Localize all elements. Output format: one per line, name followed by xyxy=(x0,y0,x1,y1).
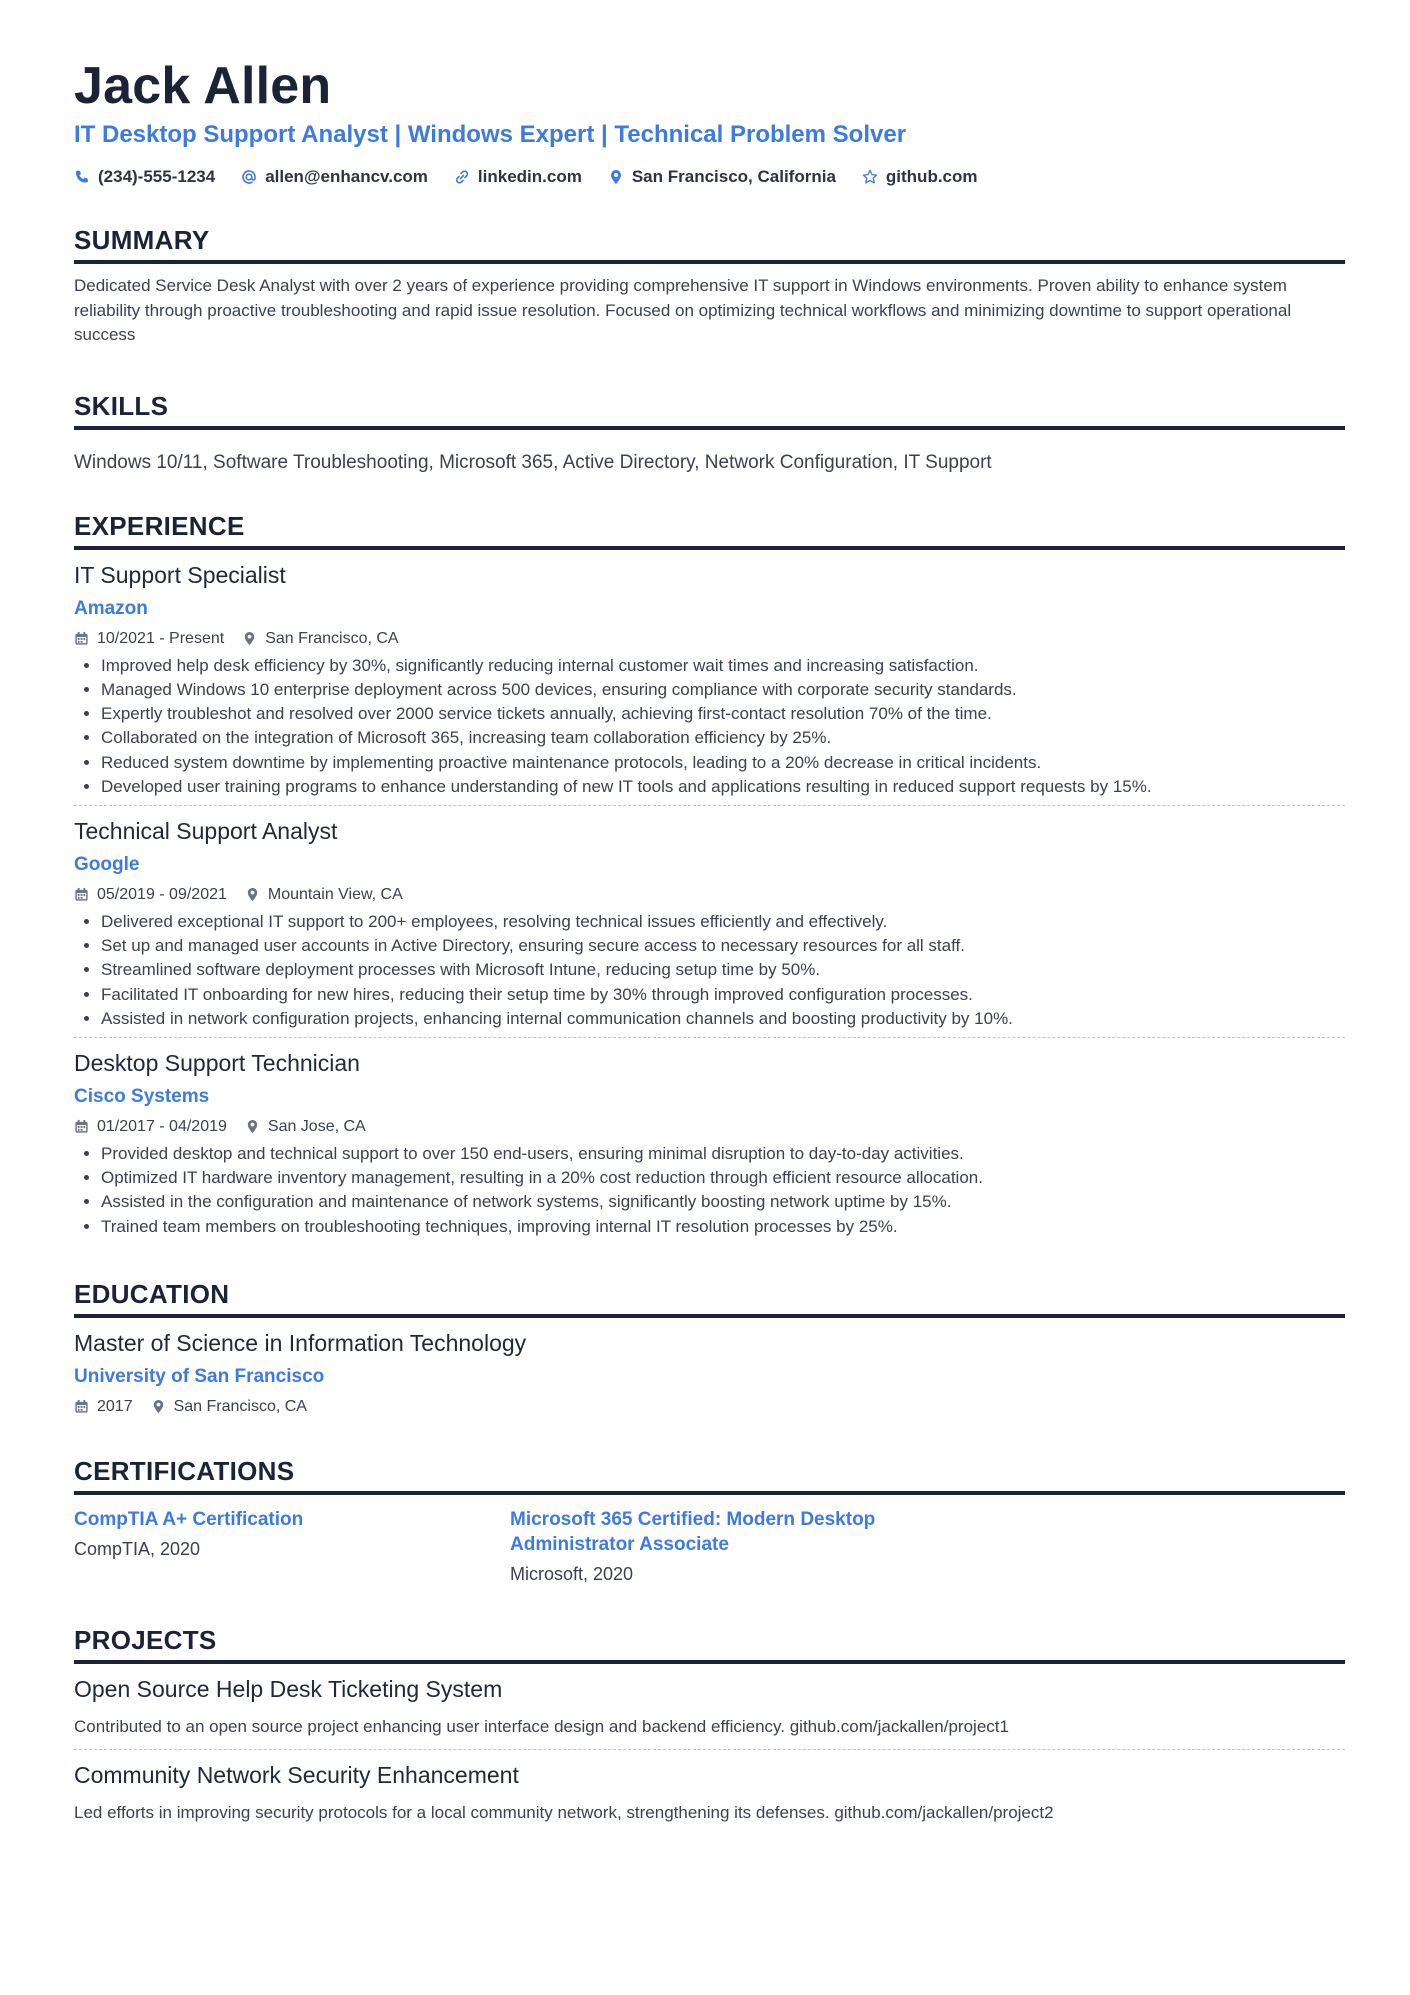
job-meta xyxy=(74,630,1345,648)
job-entry xyxy=(74,550,1345,799)
job-dates-text: 10/2021 - Present xyxy=(97,629,225,647)
section-title: EDUCATION xyxy=(74,1279,1345,1318)
list-item: • Improved help desk efficiency by 30%, significantly reducing internal customer wait times and increasing satisfaction. xyxy=(101,654,1345,678)
calendar-icon xyxy=(74,631,89,646)
list-item: • Facilitated IT onboarding for new hires, reducing their setup time by 30% through improved configuration processes. xyxy=(101,983,1345,1007)
section-title: EXPERIENCE xyxy=(74,511,1345,550)
certification-name: CompTIA A+ Certification xyxy=(74,1508,304,1530)
list-item: • Expertly troubleshot and resolved over 2000 service tickets annually, achieving first-contact resolution 70% of the time. xyxy=(101,702,1345,726)
job-title: Technical Support Analyst xyxy=(74,817,338,844)
section-title: SKILLS xyxy=(74,391,1345,430)
project-entry xyxy=(74,1749,1345,1823)
job-meta xyxy=(74,886,1345,904)
job-dates xyxy=(74,1118,227,1136)
location-pin-icon xyxy=(608,169,624,185)
job-location xyxy=(242,630,398,648)
project-title: Community Network Security Enhancement xyxy=(74,1761,519,1788)
link-icon xyxy=(454,169,470,185)
headline: IT Desktop Support Analyst | Windows Expert | Technical Problem Solver xyxy=(74,121,907,149)
contact-location-text: San Francisco, California xyxy=(631,167,836,187)
project-title: Open Source Help Desk Ticketing System xyxy=(74,1675,503,1702)
contact-github[interactable] xyxy=(862,167,978,187)
projects-section xyxy=(74,1625,1345,1823)
contact-email[interactable] xyxy=(241,167,428,187)
skills-text: Windows 10/11, Software Troubleshooting, Microsoft 365, Active Directory, Network Configuration, IT Support xyxy=(74,451,992,473)
job-company: Amazon xyxy=(74,597,148,619)
location-pin-icon xyxy=(242,631,257,646)
job-dates-text: 05/2019 - 09/2021 xyxy=(97,885,227,903)
education-year-text: 2017 xyxy=(97,1397,133,1415)
job-dates xyxy=(74,886,227,904)
contact-phone-text: (234)-555-1234 xyxy=(98,167,216,187)
job-entry xyxy=(74,805,1345,1031)
education-year xyxy=(74,1398,133,1416)
job-location-text: San Jose, CA xyxy=(267,1117,366,1135)
certification-name-line1: Microsoft 365 Certified: Modern Desktop xyxy=(510,1508,876,1530)
summary-section xyxy=(74,225,1345,348)
certification-issuer: CompTIA, 2020 xyxy=(74,1538,201,1559)
experience-section xyxy=(74,511,1345,1239)
candidate-name: Jack Allen xyxy=(74,57,332,115)
certification-item xyxy=(510,1507,946,1585)
list-item: • Provided desktop and technical support to over 150 end-users, ensuring minimal disruption to day-to-day activities. xyxy=(101,1142,1345,1166)
list-item: • Assisted in network configuration projects, enhancing internal communication channels and boosting productivity by 10%. xyxy=(101,1007,1345,1031)
job-meta xyxy=(74,1118,1345,1136)
degree-title: Master of Science in Information Technology xyxy=(74,1329,527,1356)
list-item: • Managed Windows 10 enterprise deployment across 500 devices, ensuring compliance with corporate security standards. xyxy=(101,678,1345,702)
certifications-section xyxy=(74,1456,1345,1585)
skills-section xyxy=(74,391,1345,474)
summary-text: Dedicated Service Desk Analyst with over 2 years of experience providing comprehensive IT support in Windows environments. Proven ability to enhance system reliability through proactive troubleshooting and rapid issue resolution. Focused on optimizing technical workflows and minimizing downtime to support operational success xyxy=(74,276,1292,345)
school-name: University of San Francisco xyxy=(74,1365,325,1387)
job-location-text: San Francisco, CA xyxy=(265,629,399,647)
contact-github-text: github.com xyxy=(885,167,978,187)
job-company: Google xyxy=(74,853,140,875)
job-bullets xyxy=(74,1142,1345,1239)
location-pin-icon xyxy=(245,1119,260,1134)
section-title: SUMMARY xyxy=(74,225,1345,264)
education-meta xyxy=(74,1398,1345,1416)
section-title: PROJECTS xyxy=(74,1625,1345,1664)
calendar-icon xyxy=(74,1119,89,1134)
job-title: Desktop Support Technician xyxy=(74,1049,360,1076)
resume-content xyxy=(74,58,1345,1823)
education-location xyxy=(151,1398,307,1416)
project-description: Contributed to an open source project enhancing user interface design and backend efficiency. github.com/jackallen/project1 xyxy=(74,1716,1009,1736)
list-item: • Trained team members on troubleshooting techniques, improving internal IT resolution processes by 25%. xyxy=(101,1215,1345,1239)
calendar-icon xyxy=(74,1399,89,1414)
contact-linkedin-text: linkedin.com xyxy=(477,167,582,187)
contact-location xyxy=(608,167,836,187)
list-item: • Streamlined software deployment processes with Microsoft Intune, reducing setup time by 50%. xyxy=(101,958,1345,982)
job-dates xyxy=(74,630,224,648)
phone-icon xyxy=(74,169,90,185)
contact-phone[interactable] xyxy=(74,167,215,187)
list-item: • Set up and managed user accounts in Active Directory, ensuring secure access to necessary resources for all staff. xyxy=(101,934,1345,958)
project-description: Led efforts in improving security protocols for a local community network, strengthening its defenses. github.com/jackallen/project2 xyxy=(74,1802,1054,1822)
star-icon xyxy=(862,169,878,185)
certification-name-line2: Administrator Associate xyxy=(510,1533,729,1555)
education-location-text: San Francisco, CA xyxy=(173,1397,307,1415)
header xyxy=(74,58,1345,187)
job-location xyxy=(245,886,403,904)
education-section xyxy=(74,1279,1345,1416)
contact-linkedin[interactable] xyxy=(454,167,582,187)
job-title: IT Support Specialist xyxy=(74,561,286,588)
job-bullets xyxy=(74,654,1345,799)
location-pin-icon xyxy=(151,1399,166,1414)
job-bullets xyxy=(74,910,1345,1031)
job-entry xyxy=(74,1037,1345,1239)
certifications-grid xyxy=(74,1507,1345,1585)
at-icon xyxy=(241,169,257,185)
job-company: Cisco Systems xyxy=(74,1085,210,1107)
calendar-icon xyxy=(74,887,89,902)
certification-item xyxy=(74,1507,510,1585)
job-location xyxy=(245,1118,366,1136)
list-item: • Collaborated on the integration of Microsoft 365, increasing team collaboration efficiency by 25%. xyxy=(101,726,1345,750)
section-title: CERTIFICATIONS xyxy=(74,1456,1345,1495)
project-entry xyxy=(74,1664,1345,1737)
contact-row xyxy=(74,167,1345,187)
list-item: • Developed user training programs to enhance understanding of new IT tools and applications resulting in reduced support requests by 15%. xyxy=(101,775,1345,799)
list-item: • Assisted in the configuration and maintenance of network systems, significantly boosting network uptime by 15%. xyxy=(101,1190,1345,1214)
list-item: • Reduced system downtime by implementing proactive maintenance protocols, leading to a 20% decrease in critical incidents. xyxy=(101,751,1345,775)
certification-issuer: Microsoft, 2020 xyxy=(510,1563,634,1584)
list-item: • Optimized IT hardware inventory management, resulting in a 20% cost reduction through efficient resource allocation. xyxy=(101,1166,1345,1190)
contact-email-text: allen@enhancv.com xyxy=(265,167,428,187)
job-location-text: Mountain View, CA xyxy=(267,885,403,903)
list-item: • Delivered exceptional IT support to 200+ employees, resolving technical issues efficiently and effectively. xyxy=(101,910,1345,934)
job-dates-text: 01/2017 - 04/2019 xyxy=(97,1117,227,1135)
location-pin-icon xyxy=(245,887,260,902)
